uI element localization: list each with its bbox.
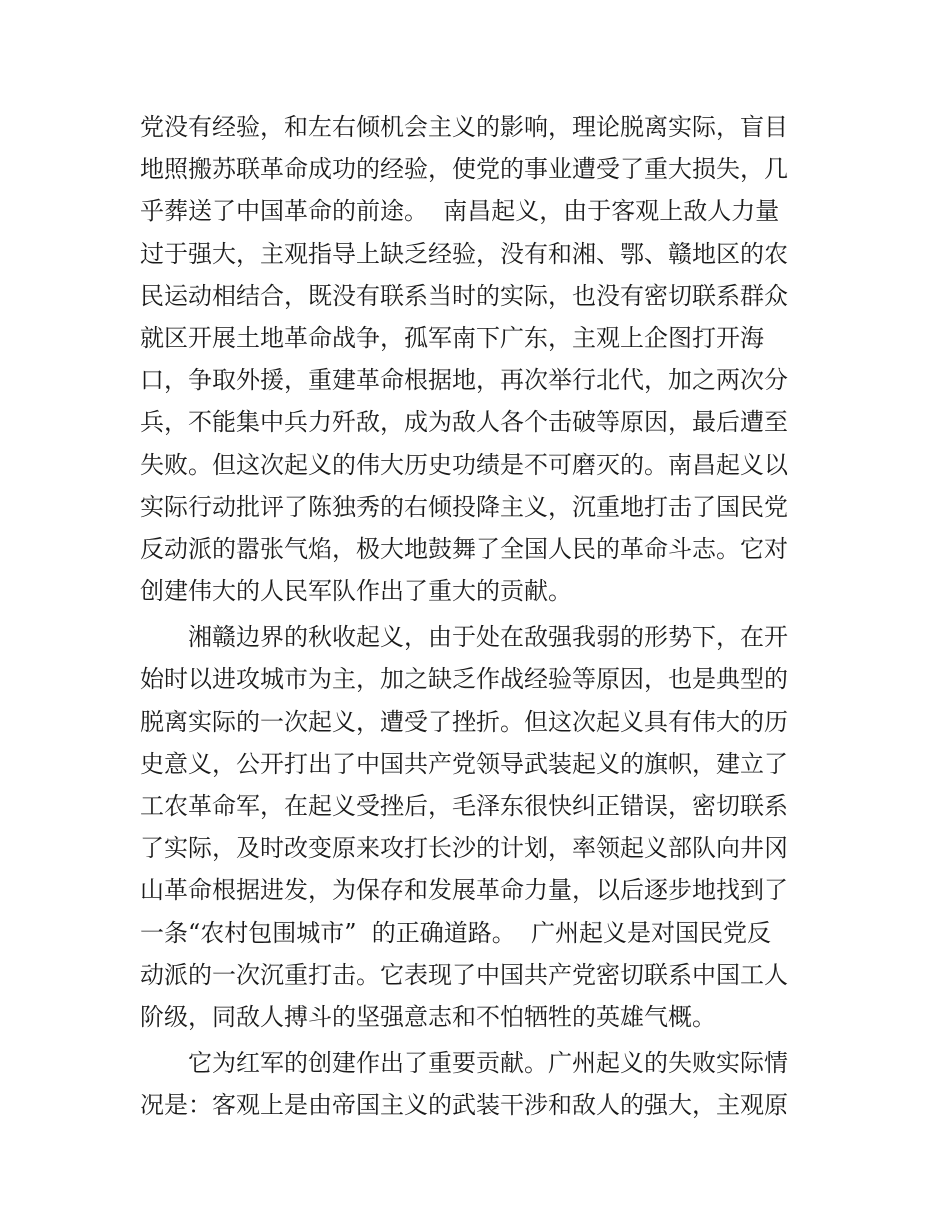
paragraph-first-line: 它为红军的创建作出了重要贡献。广州起义的失败实际情 <box>188 1049 788 1078</box>
text-line: 口，争取外援，重建革命根据地，再次举行北代，加之两次分 <box>140 366 788 395</box>
text-line: 创建伟大的人民军队作出了重大的贡献。 <box>140 577 572 606</box>
text-line: 实际行动批评了陈独秀的右倾投降主义，沉重地打击了国民党 <box>140 492 788 521</box>
text-line: 脱离实际的一次起义，遭受了挫折。但这次起义具有伟大的历 <box>140 707 788 736</box>
paragraph-first-line: 湘赣边界的秋收起义，由于处在敌强我弱的形势下，在开 <box>188 623 788 652</box>
text-line: 况是：客观上是由帝国主义的武装干涉和敌人的强大，主观原 <box>140 1091 788 1120</box>
text-line: 乎葬送了中国革命的前途。 南昌起义，由于客观上敌人力量 <box>140 197 780 226</box>
text-line: 兵，不能集中兵力歼敌，成为敌人各个击破等原因，最后遭至 <box>140 408 788 437</box>
text-line: 史意义，公开打出了中国共产党领导武装起义的旗帜，建立了 <box>140 749 788 778</box>
text-line: 始时以进攻城市为主，加之缺乏作战经验等原因，也是典型的 <box>140 665 788 694</box>
text-line: 地照搬苏联革命成功的经验，使党的事业遭受了重大损失，几 <box>140 155 788 184</box>
body-text <box>140 106 820 1127</box>
text-line: 民运动相结合，既没有联系当时的实际，也没有密切联系群众 <box>140 281 788 310</box>
text-line: 山革命根据进发，为保存和发展革命力量，以后逐步地找到了 <box>140 876 788 905</box>
text-line: 失败。但这次起义的伟大历史功绩是不可磨灭的。南昌起义以 <box>140 450 788 479</box>
text-line: 了实际，及时改变原来攻打长沙的计划，率领起义部队向井冈 <box>140 834 788 863</box>
text-line: 反动派的嚣张气焰，极大地鼓舞了全国人民的革命斗志。它对 <box>140 534 788 563</box>
text-line: 动派的一次沉重打击。它表现了中国共产党密切联系中国工人 <box>140 960 788 989</box>
text-line: 阶级，同敌人搏斗的坚强意志和不怕牺牲的英雄气概。 <box>140 1002 716 1031</box>
text-line: 党没有经验，和左右倾机会主义的影响，理论脱离实际，盲目 <box>140 113 788 141</box>
text-line: 一条“农村包围城市” 的正确道路。 广州起义是对国民党反 <box>140 918 772 947</box>
text-line: 过于强大，主观指导上缺乏经验，没有和湘、鄂、赣地区的农 <box>140 239 788 268</box>
text-line: 工农革命军，在起义受挫后，毛泽东很快纠正错误，密切联系 <box>140 792 788 820</box>
text-line: 就区开展土地革命战争，孤军南下广东，主观上企图打开海 <box>140 323 764 352</box>
